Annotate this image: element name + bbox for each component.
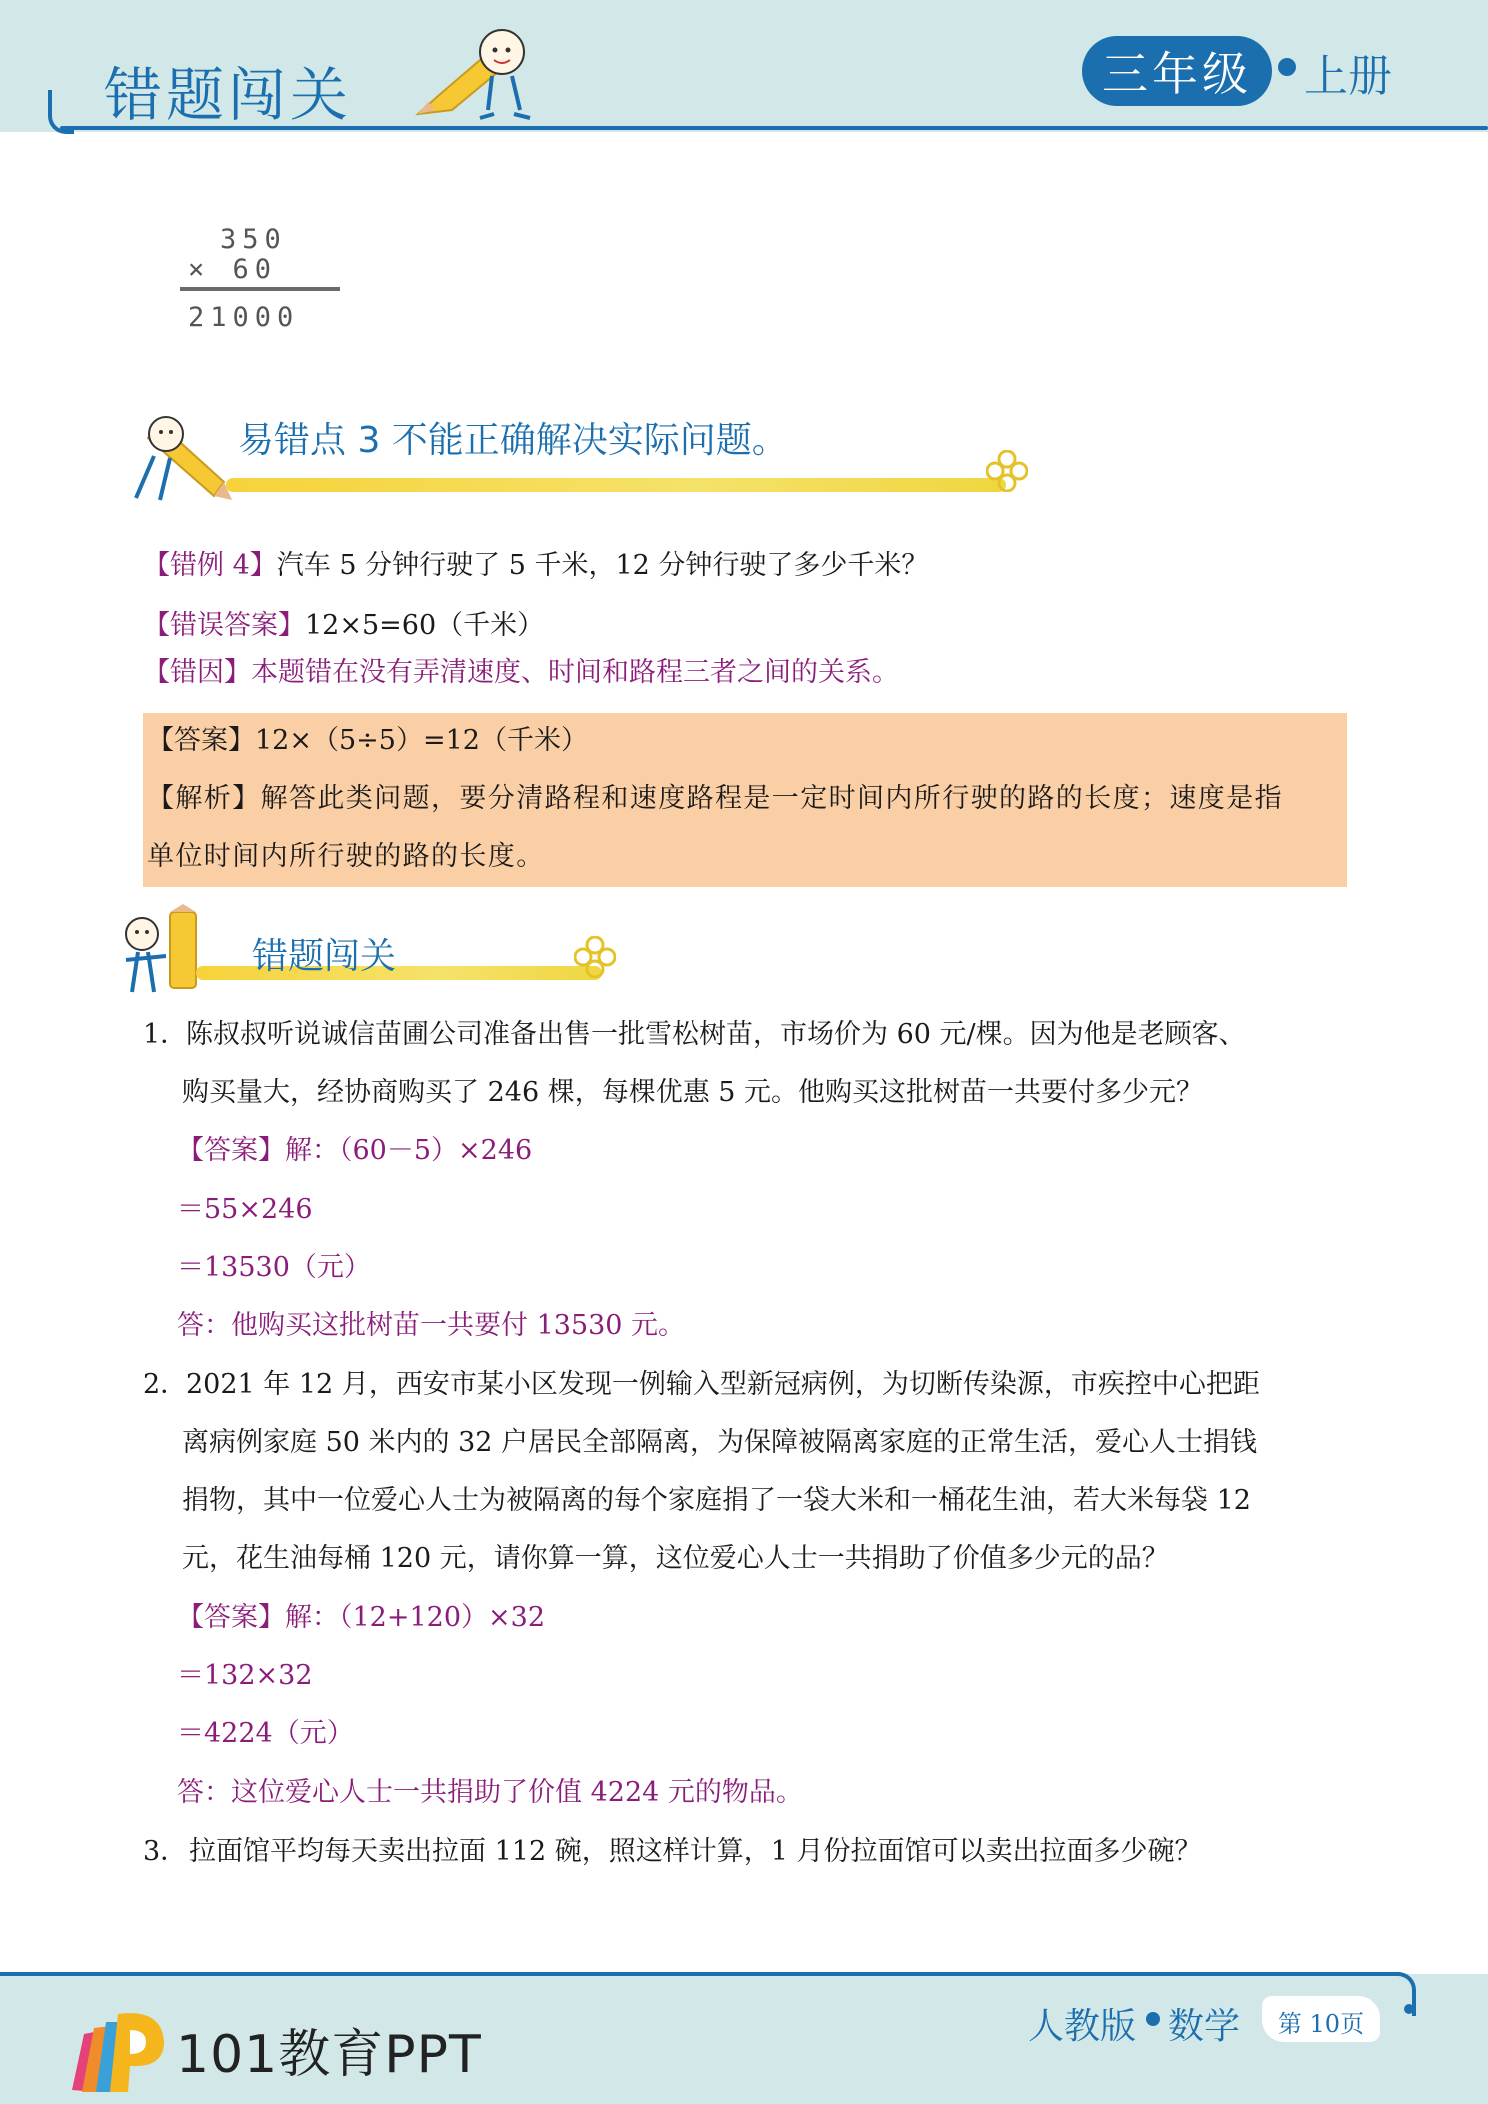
- analysis-label: 【解析】: [147, 783, 261, 814]
- answer-conclusion: 答：这位爱心人士一共捐助了价值 4224 元的物品。: [177, 1777, 803, 1808]
- separator-dot: [1146, 2012, 1160, 2026]
- analysis-text-2: 单位时间内所行驶的路的长度。: [147, 841, 545, 872]
- pencil-mascot-icon: [126, 404, 236, 504]
- analysis-text-1: 解答此类问题，要分清路程和速度路程是一定时间内所行驶的路的长度；速度是指: [260, 783, 1284, 814]
- calc-result: 21000: [188, 302, 300, 333]
- pencil-mascot-icon: [118, 904, 202, 996]
- calc-multiplier: × 60: [188, 254, 278, 285]
- answer-line: ＝55×246: [177, 1194, 313, 1225]
- answer-text: 12×（5÷5）=12（千米）: [255, 725, 588, 756]
- section-title: 易错点 3 不能正确解决实际问题。: [238, 420, 788, 461]
- flower-icon: [986, 450, 1028, 492]
- question-line: 捐物，其中一位爱心人士为被隔离的每个家庭捐了一袋大米和一桶花生油，若大米每袋 12: [182, 1485, 1251, 1516]
- wrong-reason-text: 本题错在没有弄清速度、时间和路程三者之间的关系。: [251, 657, 899, 688]
- header-title: 错题闯关: [104, 61, 353, 129]
- answer-line: ＝4224（元）: [177, 1718, 354, 1749]
- pencil-mascot-icon: [410, 14, 550, 126]
- question-line: 购买量大，经协商购买了 246 棵，每棵优惠 5 元。他购买这批树苗一共要付多少元？: [182, 1077, 1204, 1108]
- answer-label: 【答案】: [177, 1602, 285, 1633]
- answer-line: ＝132×32: [177, 1660, 313, 1691]
- separator-dot: [1278, 58, 1296, 76]
- footer-dot: [1404, 2004, 1414, 2014]
- answer-line: [177, 1600, 545, 1636]
- flower-icon: [574, 936, 616, 978]
- wrong-answer: [143, 608, 544, 644]
- section-banner-underline: [226, 478, 1006, 492]
- grade-label: 三年级: [1102, 47, 1252, 101]
- answer-conclusion: 答：他购买这批树苗一共要付 13530 元。: [177, 1310, 686, 1341]
- question-number: 2．: [143, 1369, 188, 1400]
- example-label: 【错例 4】: [143, 550, 277, 581]
- answer-label: 【答案】: [177, 1135, 285, 1166]
- page-number: 第 10页: [1277, 2010, 1365, 2038]
- answer-label: 【答案】: [147, 725, 255, 756]
- vertical-multiplication: [180, 224, 350, 344]
- question-line: 陈叔叔听说诚信苗圃公司准备出售一批雪松树苗，市场价为 60 元/棵。因为他是老顾客、: [186, 1019, 1246, 1050]
- wrong-reason-label: 【错因】: [143, 657, 251, 688]
- volume-label: 上册: [1304, 51, 1392, 102]
- analysis-line: [147, 781, 1283, 817]
- example-question-text: 汽车 5 分钟行驶了 5 千米，12 分钟行驶了多少千米？: [276, 550, 929, 581]
- answer-text: 解：（12+120）×32: [285, 1602, 545, 1633]
- subject-label: 数学: [1168, 2006, 1241, 2047]
- answer-line: ＝13530（元）: [177, 1252, 371, 1283]
- question-line: 拉面馆平均每天卖出拉面 112 碗，照这样计算，1 月份拉面馆可以卖出拉面多少碗？: [189, 1836, 1202, 1867]
- brand-name: 101教育PPT: [176, 2025, 482, 2085]
- edition-label: 人教版: [1028, 2006, 1137, 2047]
- question-line: 离病例家庭 50 米内的 32 户居民全部隔离，为保障被隔离家庭的正常生活，爱心人士捐钱: [182, 1427, 1258, 1458]
- question-line: 2021 年 12 月，西安市某小区发现一例输入型新冠病例，为切断传染源，市疾控中心把距: [186, 1369, 1260, 1400]
- wrong-answer-text: 12×5=60（千米）: [305, 610, 545, 641]
- question-line: 元，花生油每桶 120 元，请你算一算，这位爱心人士一共捐助了价值多少元的品？: [182, 1543, 1169, 1574]
- calc-multiplicand: 350: [220, 224, 287, 255]
- question-number: 3．: [143, 1836, 188, 1867]
- footer-divider: [0, 1972, 1400, 1976]
- practice-title: 错题闯关: [252, 936, 397, 977]
- answer-line: [177, 1133, 532, 1169]
- brand-logo-icon: [66, 2000, 170, 2096]
- wrong-reason: [143, 655, 899, 691]
- calc-rule: [180, 287, 340, 291]
- question-number: 1．: [143, 1019, 188, 1050]
- example-question: [143, 548, 928, 584]
- answer-text: 解：（60－5）×246: [285, 1135, 533, 1166]
- wrong-answer-label: 【错误答案】: [143, 610, 305, 641]
- example-answer: [147, 723, 588, 759]
